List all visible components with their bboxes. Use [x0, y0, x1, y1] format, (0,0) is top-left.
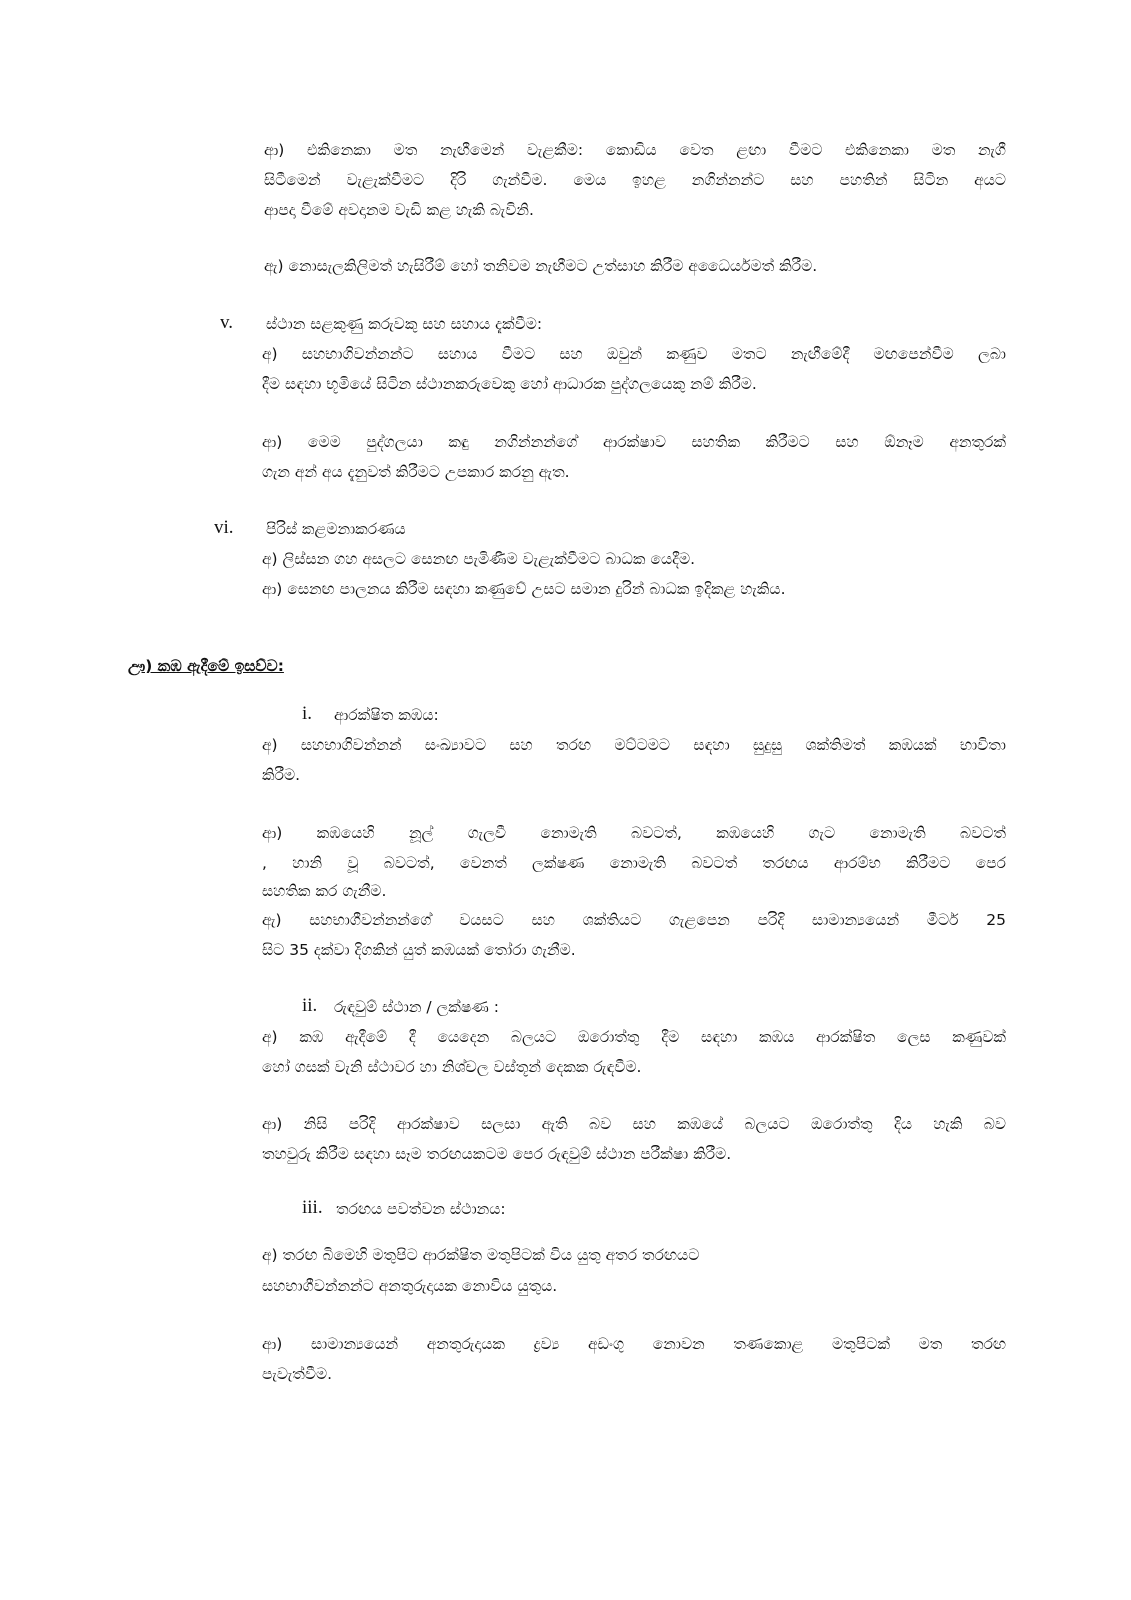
- section-title: ස්ථාන සළකුණු කරුවකු සහ සහාය දැක්වීම:: [266, 315, 543, 333]
- paragraph-line: අ) ලිස්සන ගහ අසලට සෙනඟ පැමිණීම වැළැක්වීමට බාධක යෙදීම.: [262, 550, 696, 568]
- section-title: රුඳවුම් ස්ථාන / ලක්ෂණ :: [334, 998, 499, 1016]
- section-title: තරඟය පවත්වන ස්ථානය:: [336, 1200, 506, 1218]
- paragraph-line: ආ) සෙනඟ පාලනය කිරීම සඳහා කණුවේ උසට සමාන දුරින් බාධක ඉදිකළ හැකිය.: [262, 580, 786, 598]
- paragraph-line: තහවුරු කිරීම සඳහා සෑම තරඟයකටම පෙර රුඳවුම් ස්ථාන පරීක්ෂා කිරීම.: [262, 1145, 732, 1163]
- paragraph-line: දීම සඳහා භූමියේ සිටින ස්ථානකරුවෙකු හෝ ආධාරක පුද්ගලයෙකු නම් කිරීම.: [262, 375, 757, 393]
- paragraph-line: සහතික කර ගැනීම.: [262, 882, 387, 900]
- paragraph-line: , හානි වූ බවටත්, වෙනත් ලක්ෂණ නොමැති බවටත් තරඟය ආරම්භ කිරීමට පෙර: [262, 854, 1006, 872]
- paragraph-line: ආ) සාමාන්‍යයෙන් අනතුරුදායක ද්‍රව්‍ය අඩංගු නොවන තණකොළ මතුපිටක් මත තරඟ: [262, 1335, 1006, 1353]
- section-title: ආරක්ෂිත කඹය:: [334, 706, 439, 724]
- list-numeral: ii.: [302, 995, 318, 1016]
- list-numeral: iii.: [302, 1197, 323, 1218]
- paragraph-line: කිරීම.: [262, 766, 301, 784]
- paragraph-line: ආපදා වීමේ අවදානම වැඩි කළ හැකි බැවිනි.: [264, 201, 534, 219]
- paragraph-line: අ) සහභාගිවන්නන් සංඛ්‍යාවට සහ තරඟ මට්ටමට සඳහා සුදුසු ශක්තිමත් කඹයක් භාවිතා: [262, 736, 1006, 754]
- paragraph-line: අ) සහභාගිවන්නන්ට සහාය වීමට සහ ඔවුන් කණුව මතට නැඟීමේදී මඟපෙන්වීම ලබා: [262, 345, 1006, 363]
- paragraph-line: සිට 35 දක්වා දිගකින් යුත් කඹයක් තෝරා ගැනීම.: [262, 941, 576, 959]
- paragraph-line: ආ) එකිනෙකා මත නැඟීමෙන් වැළකීම: කොඩිය වෙත ළඟා වීමට එකිනෙකා මත නැගී: [264, 141, 1006, 159]
- paragraph-line: අ) කඹ ඇදීමේ දී යෙදෙන බලයට ඔරොත්තු දීම සඳහා කඹය ආරක්ෂිත ලෙස කණුවක්: [262, 1028, 1006, 1046]
- paragraph-line: සහභාගීවන්නන්ට අනතුරුදායක නොවිය යුතුය.: [262, 1277, 558, 1295]
- paragraph-line: ගැන අන් අය දැනුවත් කිරීමට උපකාර කරනු ඇත.: [262, 463, 570, 481]
- paragraph-line: අ) තරඟ බිමෙහි මතුපිට ආරක්ෂිත මතුපිටක් විය යුතු අතර තරඟයට: [262, 1246, 700, 1264]
- paragraph-line: ආ) නිසි පරිදි ආරක්ෂාව සලසා ඇති බව සහ කඹයේ බලයට ඔරොත්තු දිය හැකි බව: [262, 1115, 1006, 1133]
- paragraph-line: හෝ ගසක් වැනි ස්ථාවර හා නිශ්චල වස්තූන් දෙකක රුඳවීම.: [262, 1058, 642, 1076]
- paragraph-line: ඇ) සහභාගීවන්නන්ගේ වයසට සහ ශක්තියට ගැළපෙන පරිදි සාමාන්‍යයෙන් මීටර් 25: [262, 911, 1006, 929]
- section-heading: ඌ) කඹ ඇදීමේ ඉසව්ව:: [128, 657, 284, 675]
- list-numeral: vi.: [214, 517, 234, 538]
- paragraph-line: ආ) මෙම පුද්ගලයා කඳු නගින්නන්ගේ ආරක්ෂාව සහතික කිරීමට සහ ඕනෑම අනතුරක්: [262, 433, 1006, 451]
- paragraph-line: ඇ) නොසැලකිලිමත් හැසිරීම් හෝ තනිවම නැඟීමට උත්සාහ කිරීම අධෛර්යමත් කිරීම.: [264, 257, 818, 275]
- section-title: පිරිස් කළමනාකරණය: [266, 520, 406, 538]
- list-numeral: v.: [220, 312, 234, 333]
- paragraph-line: පැවැත්වීම.: [262, 1365, 333, 1383]
- paragraph-line: ආ) කඹයෙහි නූල් ගැලවී නොමැති බවටත්, කඹයෙහි ගැට නොමැති බවටත්: [262, 824, 1006, 842]
- list-numeral: i.: [302, 703, 313, 724]
- paragraph-line: සිටීමෙන් වැළැක්වීමට දිරි ගැන්වීම. මෙය ඉහළ නගින්නන්ට සහ පහතින් සිටින අයට: [264, 171, 1006, 189]
